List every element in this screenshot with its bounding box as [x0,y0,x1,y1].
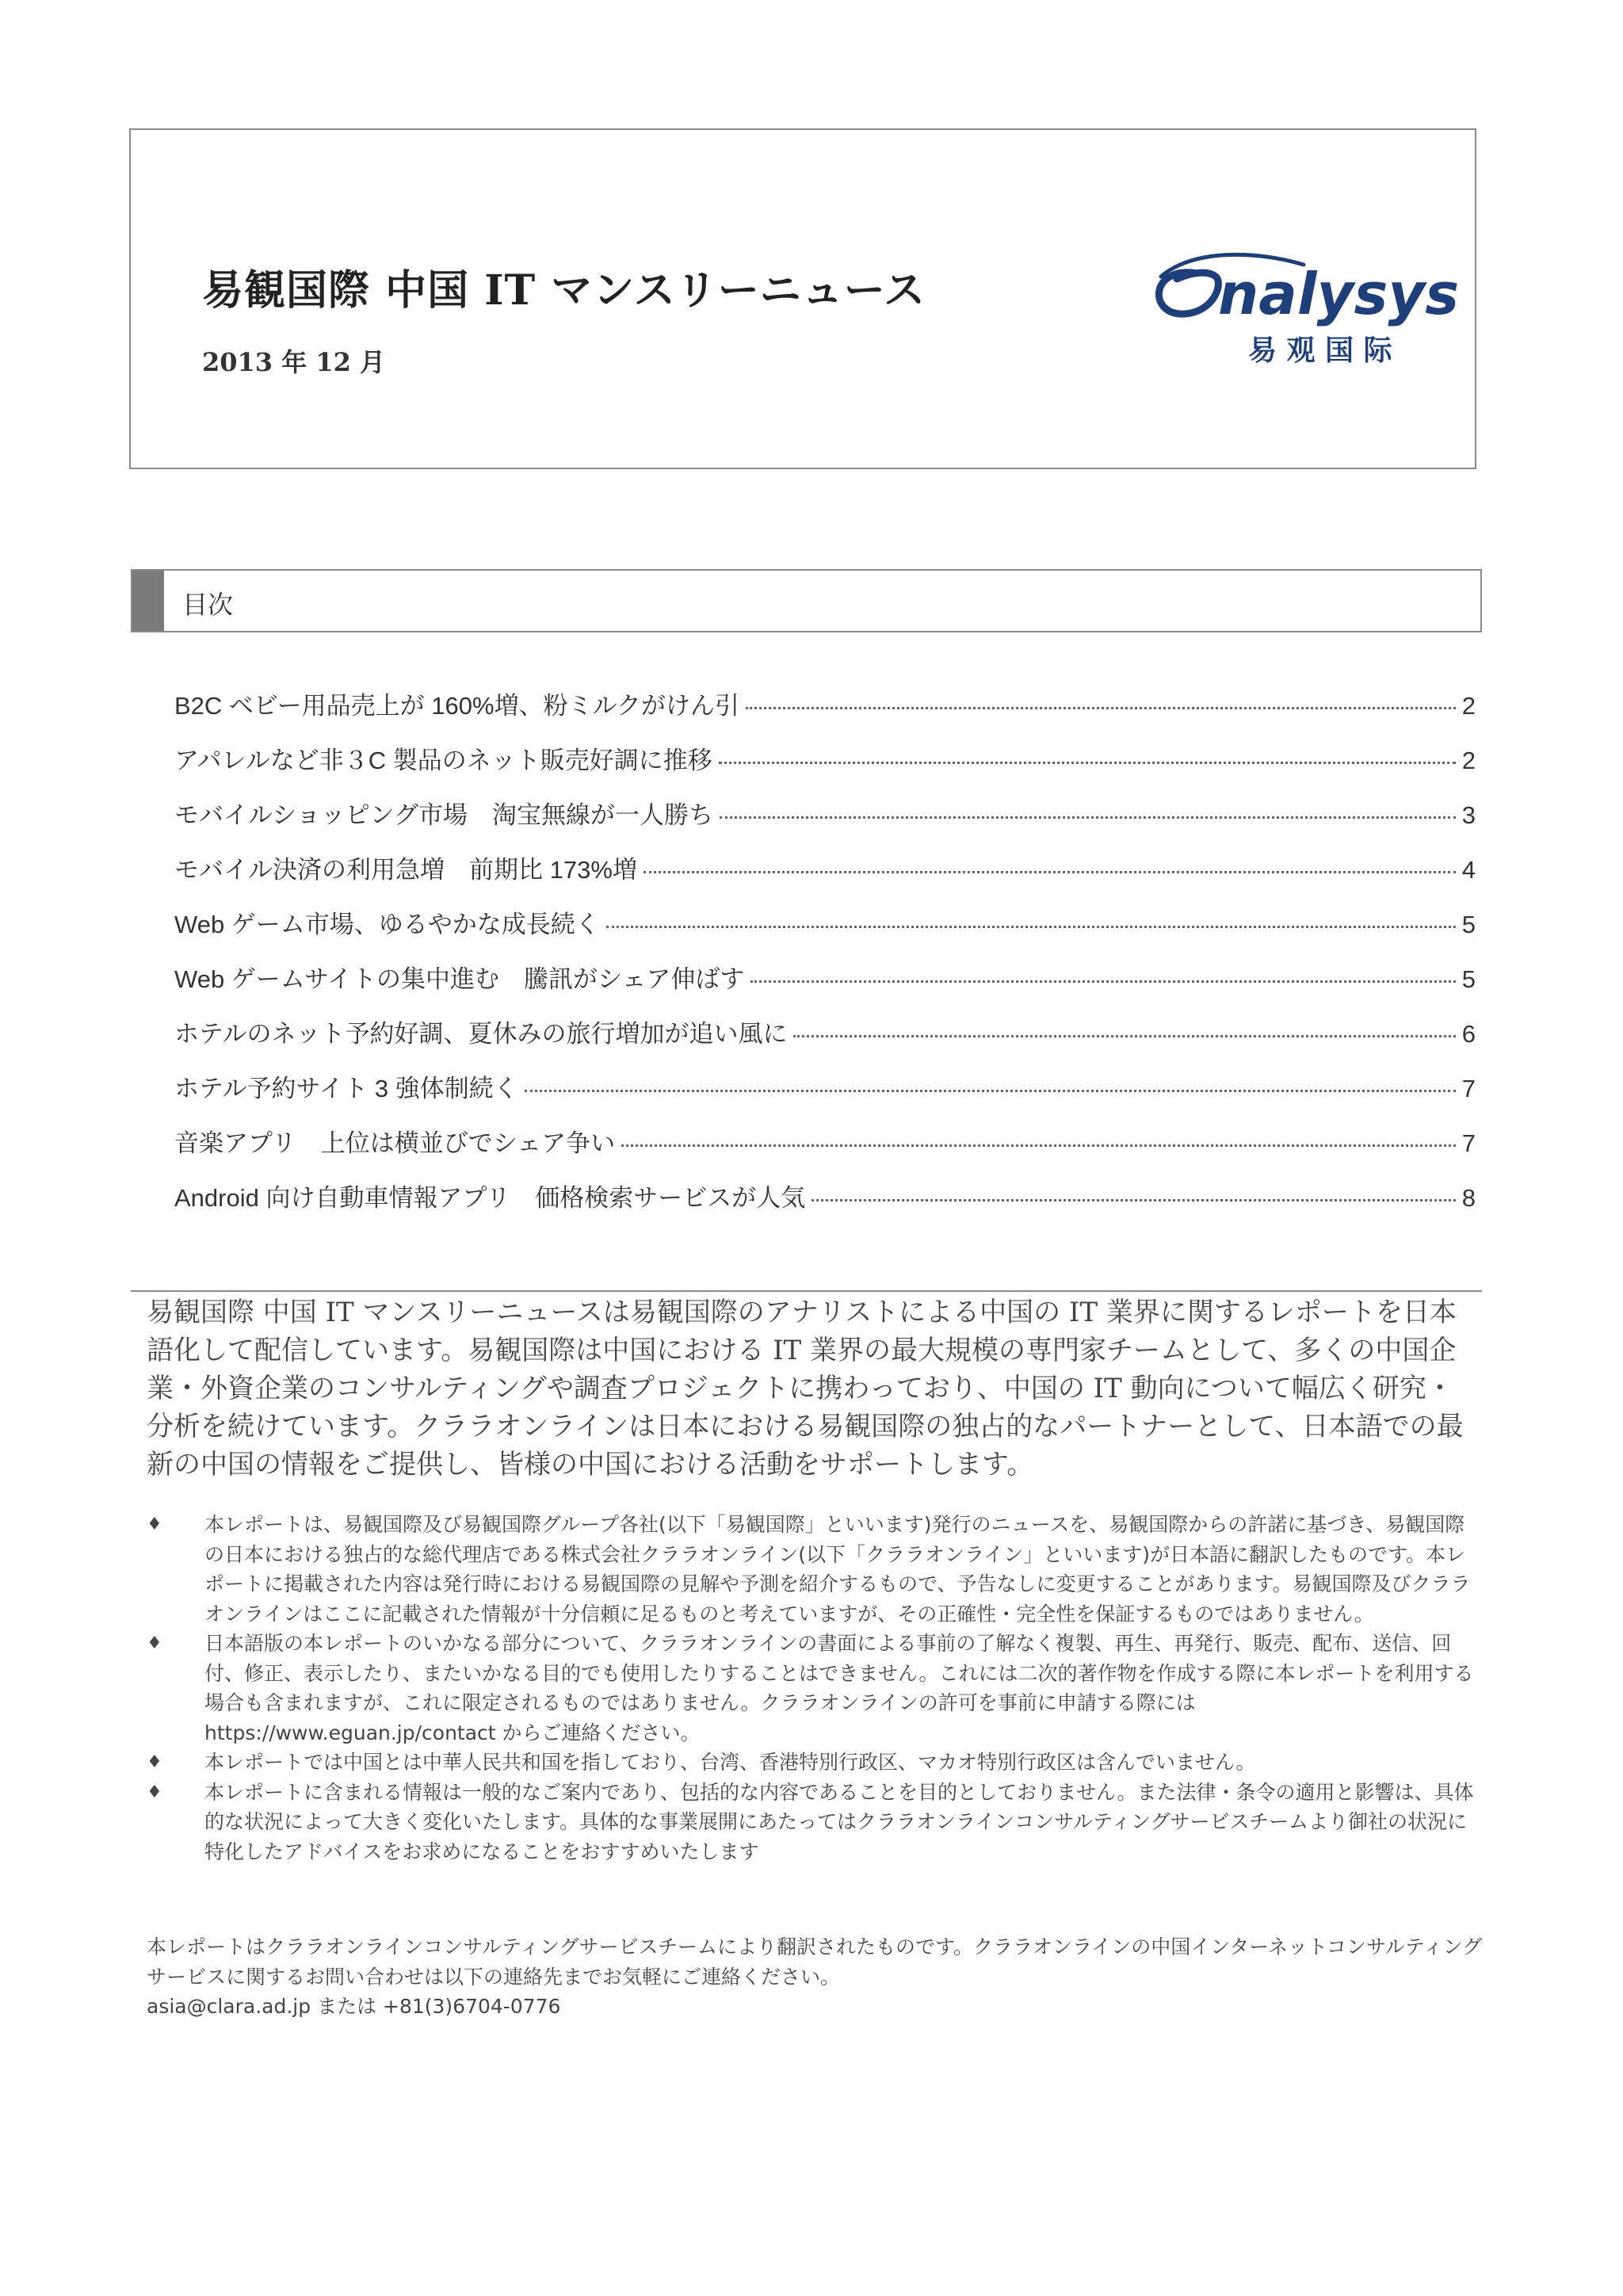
toc-heading: 目次 [182,590,234,620]
toc-item[interactable] [174,1123,1476,1178]
toc-item-title: B2C ベビー用品売上が 160%増、粉ミルクがけん引 [174,692,739,720]
toc-header-bar [132,571,164,631]
toc-leader-dots [643,871,1456,873]
toc-item-page: 3 [1461,801,1476,829]
document-date: 2013 年 12 月 [202,347,386,377]
disclaimer-item [147,1629,1478,1748]
disclaimer-text: 本レポートは、易観国際及び易観国際グループ各社(以下「易観国際」といいます)発行のニュースを、易観国際からの許諾に基づき、易観国際の日本における独占的な総代理店である株式会社クララオンライン(以下「クララオンライン」といいます)が日本語に翻訳したものです。本レポートに掲載された内容は発行時における易観国際の見解や予測を紹介するもので、予告なしに変更することがあります。易観国際及びクララオンラインはここに記載された情報が十分信頼に足るものと考えていますが、その正確性・完全性を保証するものではありません。 [204,1513,1471,1626]
toc-header [131,569,1482,632]
diamond-bullet-icon: ♦ [147,1633,162,1653]
toc-item-page: 8 [1461,1184,1476,1212]
toc-leader-dots [606,926,1456,928]
toc-list [174,686,1476,1232]
intro-paragraph: 易観国際 中国 IT マンスリーニュースは易観国際のアナリストによる中国の IT 業界に関するレポートを日本語化して配信しています。易観国際は中国における IT 業界の最大規模の専門家チームとして、多くの中国企業・外資企業のコンサルティングや調査プロジェクトに携わっており、中国の IT 動向について幅広く研究・分析を続けています。クララオンラインは日本における易観国際の独占的なパートナーとして、日本語での最新の中国の情報をご提供し、皆様の中国における活動をサポートします。 [147,1297,1464,1480]
toc-item-page: 5 [1461,965,1476,993]
disclaimer-item [147,1510,1478,1629]
toc-item-title: モバイル決済の利用急増 前期比 173%増 [174,856,637,884]
toc-item[interactable] [174,1068,1476,1123]
diamond-bullet-icon: ♦ [147,1782,162,1802]
toc-item-title: ホテル予約サイト 3 強体制続く [174,1075,518,1102]
toc-item-page: 7 [1461,1075,1476,1102]
toc-leader-dots [812,1199,1456,1201]
toc-leader-dots [750,980,1455,983]
toc-item-page: 4 [1461,856,1476,884]
section-divider [131,1290,1482,1292]
toc-item[interactable] [174,686,1476,740]
document-title: 易観国際 中国 IT マンスリーニュース [202,266,926,315]
toc-leader-dots [621,1144,1456,1147]
toc-item-title: ホテルのネット予約好調、夏休みの旅行増加が追い風に [174,1020,788,1048]
analysys-logo [1145,241,1462,376]
toc-item-title: 音楽アプリ 上位は横並びでシェア争い [174,1129,616,1157]
toc-leader-dots [525,1090,1456,1092]
title-box [129,128,1476,469]
toc-item-title: モバイルショッピング市場 淘宝無線が一人勝ち [174,801,713,829]
toc-leader-dots [793,1035,1455,1037]
toc-item-page: 7 [1461,1129,1476,1157]
disclaimer-list [147,1510,1478,1866]
toc-item-title: アパレルなど非３C 製品のネット販売好調に推移 [174,747,712,774]
closing-text: 本レポートはクララオンラインコンサルティングサービスチームにより翻訳されたものです。クララオンラインの中国インターネットコンサルティングサービスに関するお問い合わせは以下の連絡先までお気軽にご連絡ください。 [147,1935,1483,1988]
logo-chinese: 易 观 国 际 [1248,334,1392,367]
disclaimer-text: 本レポートに含まれる情報は一般的なご案内であり、包括的な内容であることを目的としておりません。また法律・条令の適用と影響は、具体的な状況によって大きく変化いたします。具体的な事業展開にあたってはクララオンラインコンサルティングサービスチームより御社の状況に特化したアドバイスをお求めになることをおすすめいたします [204,1780,1474,1863]
toc-item[interactable] [174,959,1476,1014]
toc-item[interactable] [174,1014,1476,1068]
logo-swoosh [1159,273,1218,314]
toc-leader-dots [720,816,1456,819]
toc-item[interactable] [174,795,1476,850]
toc-leader-dots [746,707,1456,709]
toc-leader-dots [719,762,1456,764]
toc-item[interactable] [174,1178,1476,1232]
toc-item[interactable] [174,904,1476,959]
toc-item-page: 5 [1461,911,1476,938]
toc-item[interactable] [174,740,1476,795]
logo-wordmark: nalysys [1218,261,1460,327]
diamond-bullet-icon: ♦ [147,1752,162,1772]
toc-item[interactable] [174,850,1476,904]
toc-item-title: Web ゲームサイトの集中進む 騰訊がシェア伸ばす [174,965,745,993]
toc-item-page: 6 [1461,1020,1476,1048]
diamond-bullet-icon: ♦ [147,1515,162,1534]
disclaimer-item [147,1778,1478,1867]
closing-section [147,1932,1486,2022]
disclaimer-text: 日本語版の本レポートのいかなる部分について、クララオンラインの書面による事前の了解なく複製、再生、再発行、販売、配布、送信、回付、修正、表示したり、またいかなる目的でも使用したりすることはできません。これには二次的著作物を作成する際に本レポートを利用する場合も含まれますが、これに限定されるものではありません。クララオンラインの許可を事前に申請する際には https://www.eguan.jp/contact からご連絡ください。 [204,1632,1474,1744]
toc-item-title: Android 向け自動車情報アプリ 価格検索サービスが人気 [174,1184,806,1212]
disclaimer-text: 本レポートでは中国とは中華人民共和国を指しており、台湾、香港特別行政区、マカオ特別行政区は含んでいません。 [204,1751,1256,1774]
contact-info[interactable]: asia@clara.ad.jp または +81(3)6704-0776 [147,1995,561,2018]
disclaimer-item [147,1748,1478,1778]
toc-item-title: Web ゲーム市場、ゆるやかな成長続く [174,911,600,938]
toc-item-page: 2 [1461,747,1476,774]
toc-item-page: 2 [1461,692,1476,720]
